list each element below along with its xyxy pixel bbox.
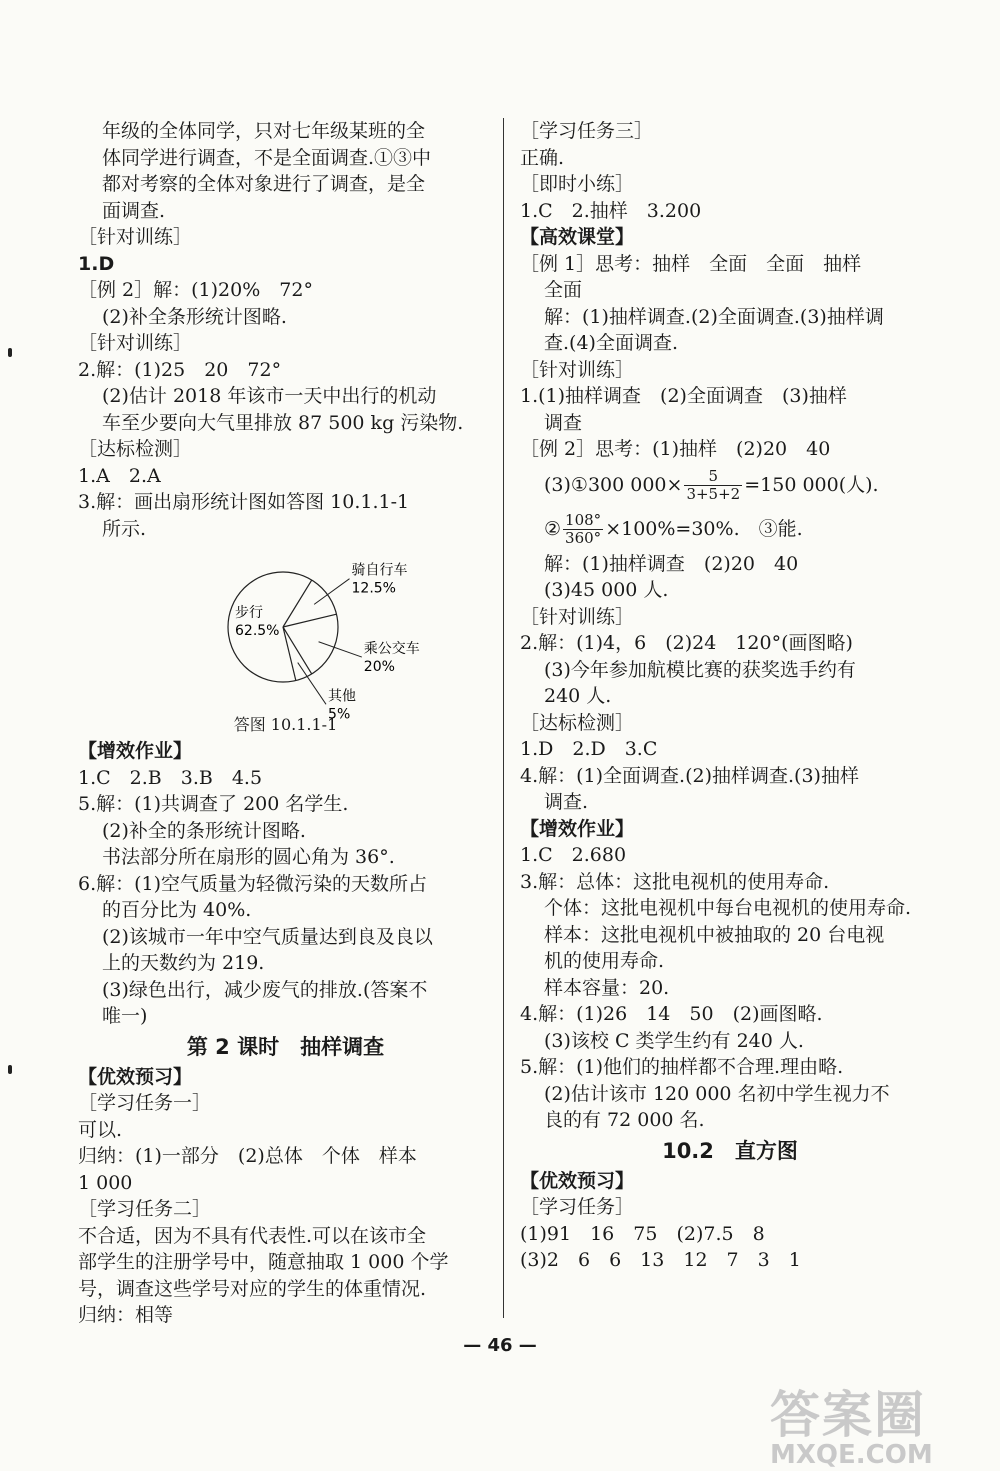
right-line: ［学习任务三］ <box>520 120 654 142</box>
pie-slice-edge <box>283 627 312 674</box>
right2-line: ［达标检测］ <box>520 711 635 734</box>
left2-line: 1.C 2.B 3.B 4.5 <box>78 766 263 789</box>
right2-line: 1.D 2.D 3.C <box>520 738 658 760</box>
pie-label: 乘公交车 <box>363 641 420 658</box>
right2-line: (3)今年参加航模比赛的获奖选手约有 <box>544 658 856 681</box>
equation-2 <box>520 507 940 551</box>
pie-value-label: 20% <box>363 659 395 676</box>
section-heading-histogram: 10.2 直方图 <box>662 1138 798 1163</box>
pie-label: 步行 <box>235 605 263 621</box>
watermark-sub: MXQE.COM <box>770 1440 933 1470</box>
left-line: ［针对训练］ <box>78 226 193 248</box>
scan-mark <box>8 1065 12 1074</box>
right-column <box>520 118 940 1274</box>
left-block-1 <box>78 118 493 542</box>
pie-leader-line <box>319 642 362 657</box>
right2-line: 良的有 72 000 名. <box>544 1109 705 1131</box>
left-line: (2)估计 2018 年该市一天中出行的机动 <box>102 385 437 407</box>
right3-line: ［学习任务］ <box>520 1196 635 1218</box>
right-line: ［例 2］思考：(1)抽样 (2)20 40 <box>520 438 831 460</box>
right2-line: 样本容量：20. <box>544 976 670 999</box>
right2-line: 机的使用寿命. <box>544 950 665 972</box>
right2-line: (3)45 000 人. <box>544 579 669 601</box>
right-line: 正确. <box>520 146 565 169</box>
right2-line: 4.解：(1)全面调查.(2)抽样调查.(3)抽样 <box>520 764 859 787</box>
right3-line: (1)91 16 75 (2)7.5 8 <box>520 1222 765 1245</box>
left2-line: (2)补全的条形统计图略. <box>102 819 306 842</box>
right-block-2 <box>520 551 940 1134</box>
right-block-1 <box>520 118 940 463</box>
right2-line: 4.解：(1)26 14 50 (2)画图略. <box>520 1003 823 1025</box>
left-line: 车至少要向大气里排放 87 500 kg 污染物. <box>102 411 464 434</box>
eq2-post: ×100%=30%. ③能. <box>605 517 803 540</box>
right-line: 【高效课堂】 <box>520 226 635 248</box>
right2-line: 240 人. <box>544 685 612 707</box>
left3-line: 号，调查这些学号对应的学生的体重情况. <box>78 1277 427 1300</box>
right-line: 1.(1)抽样调查 (2)全面调查 (3)抽样 <box>520 385 847 407</box>
eq2-num: 108° <box>565 511 602 529</box>
left3-line: ［学习任务二］ <box>78 1198 212 1220</box>
left2-line: (3)绿色出行，减少废气的排放.(答案不 <box>102 978 428 1001</box>
pie-slice-edge <box>283 614 336 627</box>
left2-line: 【增效作业】 <box>78 740 193 762</box>
right2-line: 个体：这批电视机中每台电视机的使用寿命. <box>544 897 912 919</box>
left-line: 都对考察的全体对象进行了调查，是全 <box>102 173 426 195</box>
eq2-den: 360° <box>565 529 602 547</box>
left-line: ［例 2］解：(1)20% 72° <box>78 279 313 301</box>
right-line: ［例 1］思考：抽样 全面 全面 抽样 <box>520 252 862 275</box>
eq1-pre: (3)①300 000× <box>544 473 683 496</box>
right2-line: 样本：这批电视机中被抽取的 20 台电视 <box>544 923 885 946</box>
pie-labels <box>235 562 420 723</box>
pie-label: 骑自行车 <box>351 562 408 579</box>
chart-caption: 答图 10.1.1-1 <box>233 715 338 734</box>
watermark <box>770 1386 933 1470</box>
left3-line: 【优效预习】 <box>78 1065 193 1088</box>
watermark-main: 答案圈 <box>770 1386 926 1444</box>
right-line: 1.C 2.抽样 3.200 <box>520 199 702 222</box>
right2-line: 1.C 2.680 <box>520 844 627 866</box>
right-line: 解：(1)抽样调查.(2)全面调查.(3)抽样调 <box>544 305 884 328</box>
left3-line: 不合适，因为不具有代表性.可以在该市全 <box>78 1224 427 1247</box>
left-block-2 <box>78 738 493 1030</box>
left3-line: 归纳：相等 <box>78 1304 174 1326</box>
pie-value-label: 62.5% <box>235 623 280 639</box>
left-line: 3.解：画出扇形统计图如答图 10.1.1-1 <box>78 491 410 513</box>
left-line: 年级的全体同学，只对七年级某班的全 <box>102 120 426 142</box>
pie-leader-line <box>298 663 326 705</box>
right-line: 全面 <box>544 279 583 301</box>
left-line: (2)补全条形统计图略. <box>102 305 287 328</box>
right2-line: 2.解：(1)4，6 (2)24 120°(画图略) <box>520 632 853 654</box>
right2-line: ［针对训练］ <box>520 605 635 628</box>
pie-value-label: 12.5% <box>351 580 396 597</box>
eq1-post: =150 000(人). <box>744 473 879 496</box>
eq1-num: 5 <box>684 468 742 486</box>
left2-line: 6.解：(1)空气质量为轻微污染的天数所占 <box>78 872 428 895</box>
left3-line: 可以. <box>78 1118 123 1141</box>
scan-mark <box>8 348 12 357</box>
left-line: 所示. <box>102 517 147 540</box>
pie-slice-edge <box>283 580 312 627</box>
section-heading-sampling: 第 2 课时 抽样调查 <box>186 1034 385 1059</box>
left-line: 2.解：(1)25 20 72° <box>78 358 282 381</box>
left-line: 体同学进行调查，不是全面调查.①③中 <box>102 146 432 169</box>
right3-line: (3)2 6 6 13 12 7 3 1 <box>520 1249 801 1271</box>
left3-line: 归纳：(1)一部分 (2)总体 个体 样本 <box>78 1145 417 1167</box>
left-line: 1.D <box>78 252 115 275</box>
left2-line: 5.解：(1)共调查了 200 名学生. <box>78 793 349 815</box>
right2-line: (3)该校 C 类学生约有 240 人. <box>544 1029 804 1052</box>
right-line: ［针对训练］ <box>520 358 635 381</box>
left2-line: 的百分比为 40%. <box>102 899 252 921</box>
eq2-pre: ② <box>544 517 562 540</box>
right3-line: 【优效预习】 <box>520 1169 635 1192</box>
page-number: — 46 — <box>463 1335 537 1356</box>
pie-value-label: 5% <box>328 706 351 723</box>
left2-line: 书法部分所在扇形的圆心角为 36°. <box>102 846 395 868</box>
right2-line: 调查. <box>544 791 589 813</box>
left3-line: 部学生的注册学号中，随意抽取 1 000 个学 <box>78 1251 449 1273</box>
pie-label: 其他 <box>328 688 357 705</box>
right2-line: 【增效作业】 <box>520 817 635 840</box>
right-line: ［即时小练］ <box>520 173 635 195</box>
right-line: 查.(4)全面调查. <box>544 332 678 354</box>
left-line: 面调查. <box>102 199 166 222</box>
left3-line: ［学习任务一］ <box>78 1092 212 1114</box>
left-block-3 <box>78 1064 493 1329</box>
right2-line: (2)估计该市 120 000 名初中学生视力不 <box>544 1082 890 1105</box>
pie-slice-edge <box>283 627 296 680</box>
equation-1 <box>520 463 940 507</box>
right2-line: 3.解：总体：这批电视机的使用寿命. <box>520 870 830 893</box>
right-line: 调查 <box>544 411 583 434</box>
eq2-fraction <box>563 512 603 547</box>
pie-chart <box>78 542 493 723</box>
left-line: ［达标检测］ <box>78 438 193 460</box>
eq1-den: 3+5+2 <box>686 485 741 503</box>
left3-line: 1 000 <box>78 1171 133 1194</box>
right2-line: 5.解：(1)他们的抽样都不合理.理由略. <box>520 1056 844 1078</box>
right-block-3 <box>520 1168 940 1274</box>
left2-line: 唯一) <box>102 1005 148 1027</box>
left2-line: (2)该城市一年中空气质量达到良及良以 <box>102 925 433 948</box>
eq1-fraction <box>684 468 742 503</box>
column-divider <box>503 118 504 1318</box>
right2-line: 解：(1)抽样调查 (2)20 40 <box>544 552 799 575</box>
pie-chart-svg <box>78 542 493 723</box>
left2-line: 上的天数约为 219. <box>102 952 265 974</box>
left-line: 1.A 2.A <box>78 464 161 487</box>
left-column <box>78 118 493 1329</box>
left-line: ［针对训练］ <box>78 332 193 354</box>
